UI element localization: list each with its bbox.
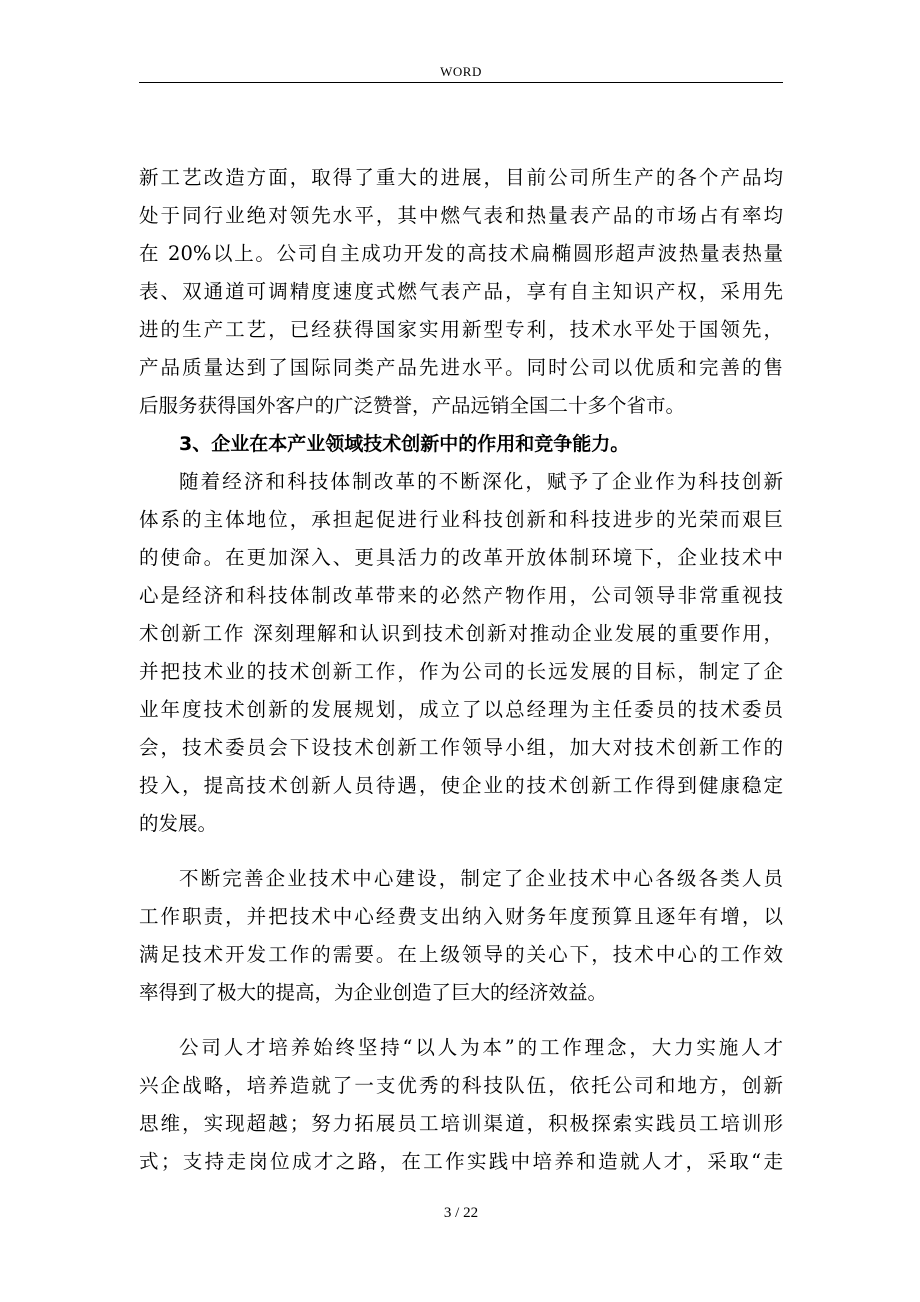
paragraph-gap	[139, 1012, 783, 1029]
text-line: 满足技术开发工作的需要。在上级领导的关心下，技术中心的工作效	[139, 943, 783, 966]
text-line: 公司人才培养始终坚持“以人为本”的工作理念，大力实施人才	[179, 1036, 783, 1059]
text-line: 投入，提高技术创新人员待遇，使企业的技术创新工作得到健康稳定	[139, 774, 783, 797]
text-line: 率得到了极大的提高，为企业创造了巨大的经济效益。	[139, 981, 608, 1004]
text-line: 的发展。	[139, 812, 218, 835]
text-line: 工作职责，并把技术中心经费支出纳入财务年度预算且逐年有增，以	[139, 905, 783, 928]
text-line: 的使命。在更加深入、更具活力的改革开放体制环境下，企业技术中	[139, 546, 783, 569]
document-body	[139, 159, 783, 1181]
text-line: 术创新工作 深刻理解和认识到技术创新对推动企业发展的重要作用，	[139, 622, 783, 645]
text-line: 体系的主体地位，承担起促进行业科技创新和科技进步的光荣而艰巨	[139, 508, 783, 531]
text-line: 兴企战略，培养造就了一支优秀的科技队伍，依托公司和地方，创新	[139, 1074, 783, 1097]
text-line: 式；支持走岗位成才之路，在工作实践中培养和造就人才，采取“走	[139, 1150, 783, 1173]
text-line: 随着经济和科技体制改革的不断深化，赋予了企业作为科技创新	[179, 470, 783, 493]
text-line: 新工艺改造方面，取得了重大的进展，目前公司所生产的各个产品均	[139, 166, 783, 189]
text-line: 后服务获得国外客户的广泛赞誉，产品远销全国二十多个省市。	[139, 394, 686, 417]
text-line: 在 20%以上。公司自主成功开发的高技术扁椭圆形超声波热量表热量	[139, 242, 783, 265]
text-line: 心是经济和科技体制改革带来的必然产物作用，公司领导非常重视技	[139, 584, 783, 607]
text-line: 处于同行业绝对领先水平，其中燃气表和热量表产品的市场占有率均	[139, 204, 783, 227]
page-number: 3 / 22	[443, 1205, 479, 1221]
text-line: 会，技术委员会下设技术创新工作领导小组，加大对技术创新工作的	[139, 736, 783, 759]
text-line: 表、双通道可调精度速度式燃气表产品，享有自主知识产权，采用先	[139, 280, 783, 303]
text-line: 思维，实现超越；努力拓展员工培训渠道，积极探索实践员工培训形	[139, 1112, 783, 1135]
text-line: 并把技术业的技术创新工作，作为公司的长远发展的目标，制定了企	[139, 660, 783, 683]
page-header: WORD	[440, 64, 482, 79]
text-line: 业年度技术创新的发展规划，成立了以总经理为主任委员的技术委员	[139, 698, 783, 721]
text-line: 进的生产工艺，已经获得国家实用新型专利，技术水平处于国领先，	[139, 318, 783, 341]
text-line: 产品质量达到了国际同类产品先进水平。同时公司以优质和完善的售	[139, 356, 783, 379]
header-rule	[139, 82, 783, 83]
paragraph-gap	[139, 843, 783, 860]
text-line: 不断完善企业技术中心建设，制定了企业技术中心各级各类人员	[179, 867, 783, 890]
section-heading: 3、企业在本产业领域技术创新中的作用和竞争能力。	[179, 433, 630, 455]
